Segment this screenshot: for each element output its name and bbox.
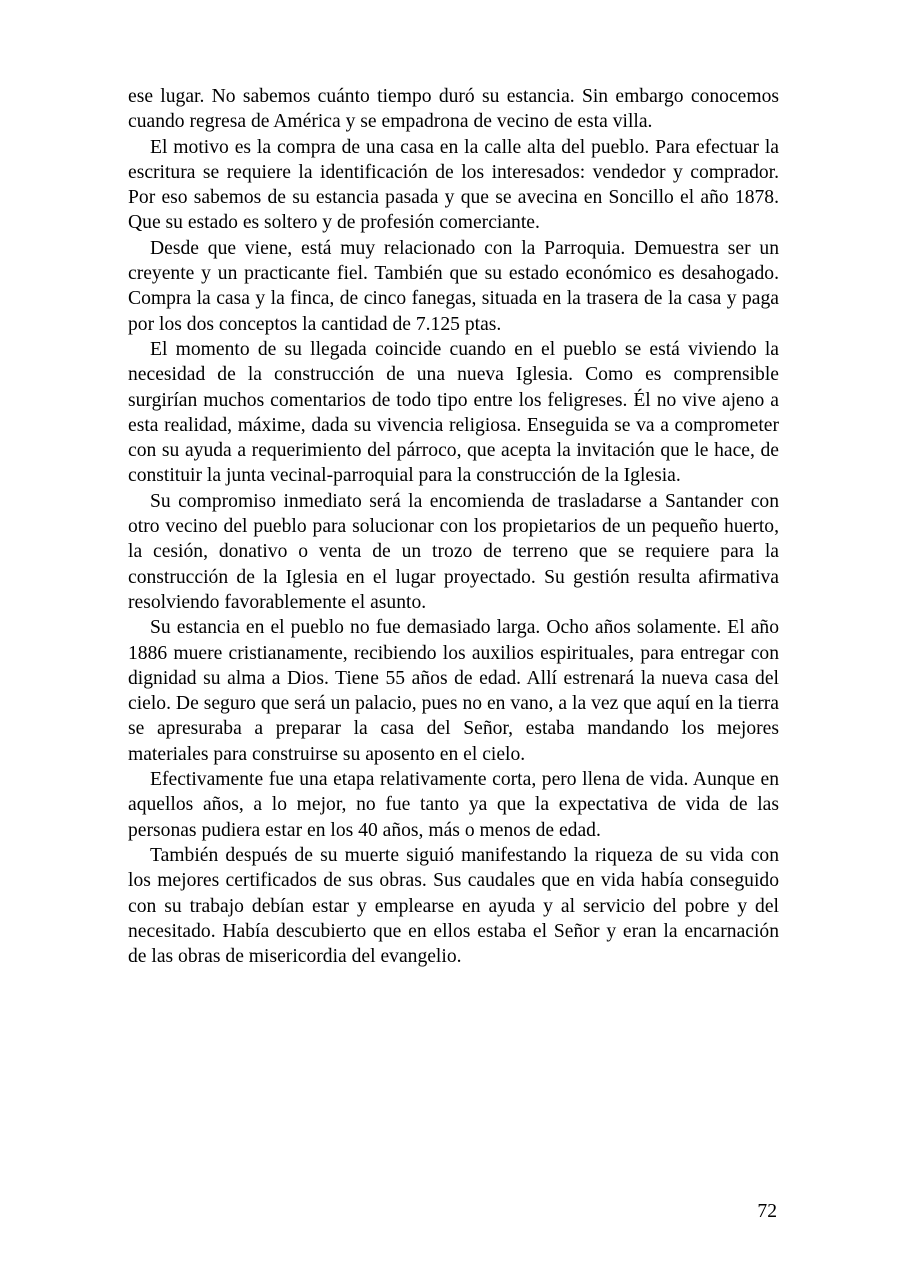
paragraph: Desde que viene, está muy relacionado con la Parroquia. Demuestra ser un creyente y un practicante fiel. También que su estado económico es desahogado. Compra la casa y la finca, de cinco fanegas, situada en la trasera de la casa y paga por los dos conceptos la cantidad de 7.125 ptas.: [128, 237, 779, 335]
paragraph: El momento de su llegada coincide cuando en el pueblo se está viviendo la necesidad de la construcción de una nueva Iglesia. Como es comprensible surgirían muchos comentarios de todo tipo entre los feligreses. Él no vive ajeno a esta realidad, máxime, dada su vivencia religiosa. Enseguida se va a comprometer con su ayuda a requerimiento del párroco, que acepta la invitación que le hace, de constituir la junta vecinal-parroquial para la construcción de la Iglesia.: [128, 338, 779, 487]
paragraph: También después de su muerte siguió manifestando la riqueza de su vida con los mejores certificados de sus obras. Sus caudales que en vida había conseguido con su trabajo debían estar y emplearse en ayuda y al servicio del pobre y del necesitado. Había descubierto que en ellos estaba el Señor y eran la encarnación de las obras de misericordia del evangelio.: [128, 844, 779, 968]
paragraph: Su compromiso inmediato será la encomienda de trasladarse a Santander con otro vecino del pueblo para solucionar con los propietarios de un pequeño huerto, la cesión, donativo o venta de un trozo de terreno que se requiere para la construcción de la Iglesia en el lugar proyectado. Su gestión resulta afirmativa resolviendo favorablemente el asunto.: [128, 490, 779, 613]
paragraph: Efectivamente fue una etapa relativamente corta, pero llena de vida. Aunque en aquellos años, a lo mejor, no fue tanto ya que la expectativa de vida de las personas pudiera estar en los 40 años, más o menos de edad.: [128, 769, 779, 841]
paragraph: ese lugar. No sabemos cuánto tiempo duró su estancia. Sin embargo conocemos cuando regresa de América y se empadrona de vecino de esta villa.: [128, 86, 779, 133]
body-text: [128, 84, 779, 969]
paragraph: Su estancia en el pueblo no fue demasiado larga. Ocho años solamente. El año 1886 muere cristianamente, recibiendo los auxilios espirituales, para entregar con dignidad su alma a Dios. Tiene 55 años de edad. Allí estrenará la nueva casa del cielo. De seguro que será un palacio, pues no en vano, a la vez que aquí en la tierra se apresuraba a preparar la casa del Señor, estaba mandando los mejores materiales para construirse su aposento en el cielo.: [128, 617, 779, 765]
paragraph: El motivo es la compra de una casa en la calle alta del pueblo. Para efectuar la escritura se requiere la identificación de los interesados: vendedor y comprador. Por eso sabemos de su estancia pasada y que se avecina en Soncillo el año 1878. Que su estado es soltero y de profesión comerciante.: [128, 136, 779, 234]
page-number: 72: [757, 1201, 777, 1223]
